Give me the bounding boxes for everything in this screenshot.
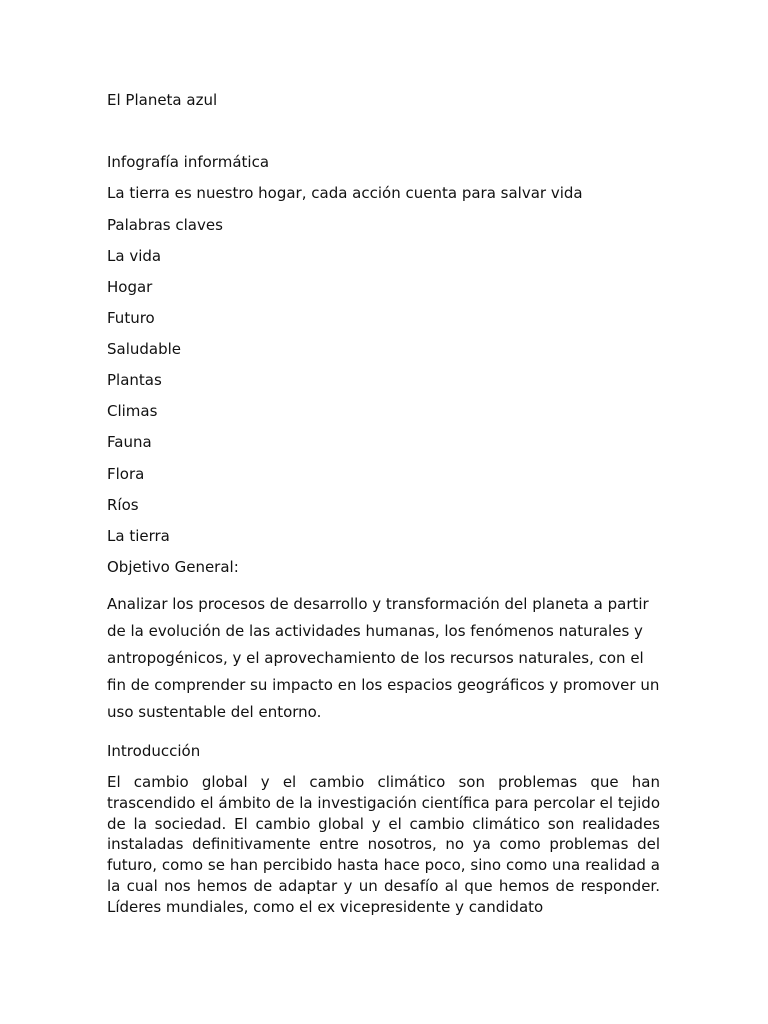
keyword-item: Ríos [107,496,139,514]
document-subtitle: Infografía informática [107,153,270,171]
keyword-item: Saludable [107,340,182,358]
document-slogan: La tierra es nuestro hogar, cada acción cuenta para salvar vida [107,184,583,202]
keyword-item: Flora [107,465,145,483]
keywords-heading: Palabras claves [107,216,223,234]
keyword-item: Hogar [107,278,153,296]
keyword-item: La tierra [107,527,170,545]
keyword-item: La vida [107,247,162,265]
keyword-item: Fauna [107,433,152,451]
objective-paragraph [107,591,660,726]
keyword-item: Plantas [107,371,162,389]
keyword-item: Futuro [107,309,155,327]
intro-heading: Introducción [107,742,201,760]
objective-text: Analizar los procesos de desarrollo y transformación del planeta a partir de la evolución de las actividades humanas, los fenómenos naturales y antropogénicos, y el aprovechamiento de los recursos naturales, con el fin de comprender su impacto en los espacios geográficos y promover un uso sustentable del entorno. [107,595,660,721]
objective-heading: Objetivo General: [107,558,239,576]
keyword-item: Climas [107,402,158,420]
intro-paragraph [107,772,660,918]
document-title: El Planeta azul [107,91,218,109]
intro-text: El cambio global y el cambio climático son problemas que han trascendido el ámbito de la investigación científica para percolar el tejido de la sociedad. El cambio global y el cambio climático son realidades instaladas definitivamente entre nosotros, no ya como problemas del futuro, como se han percibido hasta hace poco, sino como una realidad a la cual nos hemos de adaptar y un desafío al que hemos de responder. Líderes mundiales, como el ex vicepresidente y candidato [107,773,660,916]
